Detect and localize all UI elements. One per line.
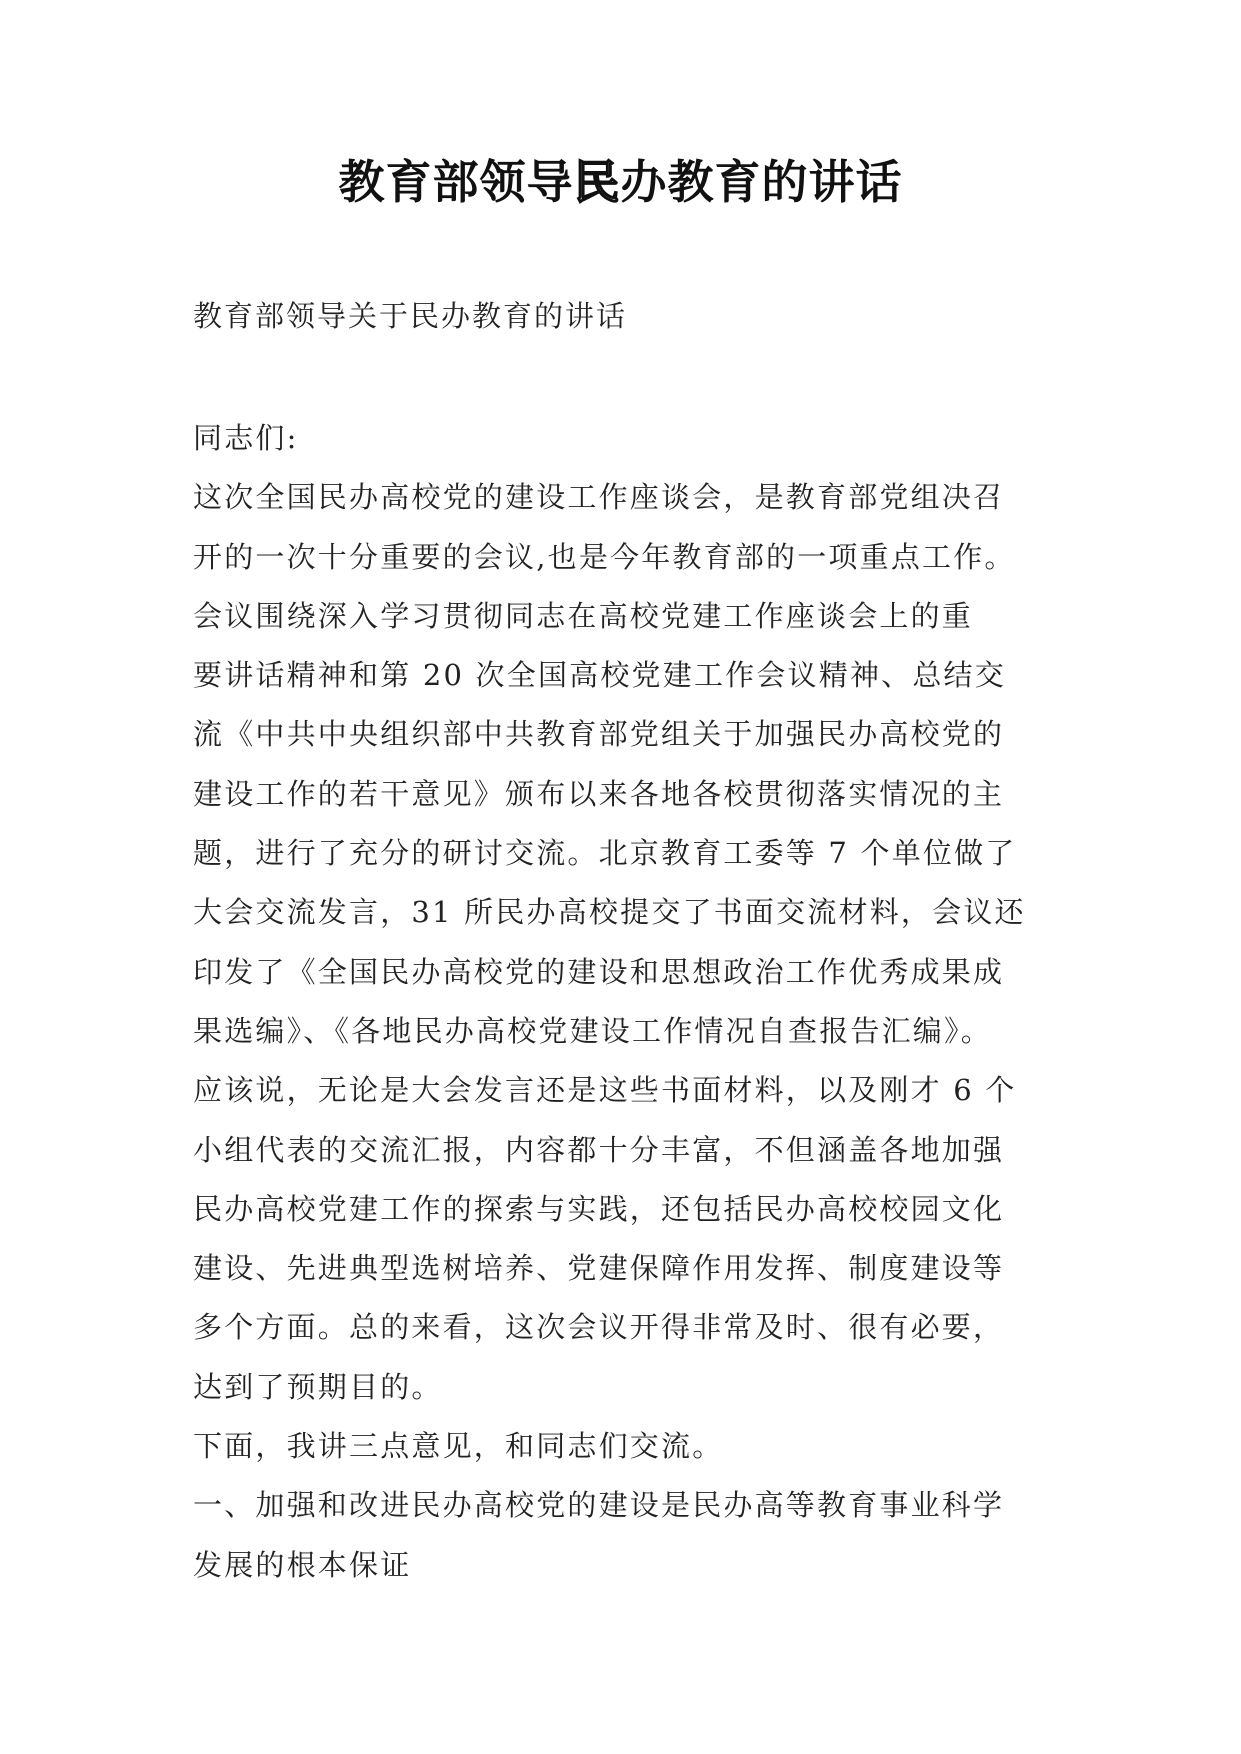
document-body <box>193 409 1073 1595</box>
body-line: 果选编》、《各地民办高校党建设工作情况自查报告汇编》。 <box>193 1013 992 1048</box>
body-line: 题，进行了充分的研讨交流。北京教育工委等 7 个单位做了 <box>193 836 1017 871</box>
body-line: 小组代表的交流汇报，内容都十分丰富，不但涵盖各地加强 <box>193 1132 1005 1167</box>
body-line: 流《中共中央组织部中共教育部党组关于加强民办高校党的 <box>193 717 1005 752</box>
document-subtitle: 教育部领导关于民办教育的讲话 <box>193 299 628 333</box>
body-line: 印发了《全国民办高校党的建设和思想政治工作优秀成果成 <box>193 954 1005 989</box>
section-heading-line: 一、加强和改进民办高校党的建设是民办高等教育事业科学 <box>193 1488 1005 1523</box>
body-line: 应该说，无论是大会发言还是这些书面材料，以及刚才 6 个 <box>193 1073 1017 1108</box>
body-line-salutation: 同志们: <box>193 421 299 455</box>
document-title <box>0 152 1241 212</box>
body-line: 会议围绕深入学习贯彻同志在高校党建工作座谈会上的重 <box>193 598 974 633</box>
body-line: 多个方面。总的来看，这次会议开得非常及时、很有必要， <box>193 1310 1005 1345</box>
title-part-before: 教育部领导 <box>338 155 574 209</box>
body-line: 这次全国民办高校党的建设工作座谈会，是教育部党组决召 <box>193 480 1005 515</box>
body-line: 大会交流发言，31 所民办高校提交了书面交流材料，会议还 <box>193 895 1026 930</box>
title-highlight-char: 民 <box>573 155 621 209</box>
body-line: 要讲话精神和第 20 次全国高校党建工作会议精神、总结交 <box>193 658 1006 693</box>
section-heading-line: 发展的根本保证 <box>193 1547 412 1582</box>
body-line: 达到了预期目的。 <box>193 1369 443 1404</box>
body-line: 民办高校党建工作的探索与实践，还包括民办高校校园文化 <box>193 1191 1005 1226</box>
body-line: 下面，我讲三点意见，和同志们交流。 <box>193 1429 724 1464</box>
body-line: 开的一次十分重要的会议,也是今年教育部的一项重点工作。 <box>193 539 1016 574</box>
title-part-after: 办教育的讲话 <box>620 155 903 209</box>
body-line: 建设工作的若干意见》颁布以来各地各校贯彻落实情况的主 <box>193 776 1005 811</box>
body-line: 建设、先进典型选树培养、党建保障作用发挥、制度建设等 <box>193 1251 1005 1286</box>
